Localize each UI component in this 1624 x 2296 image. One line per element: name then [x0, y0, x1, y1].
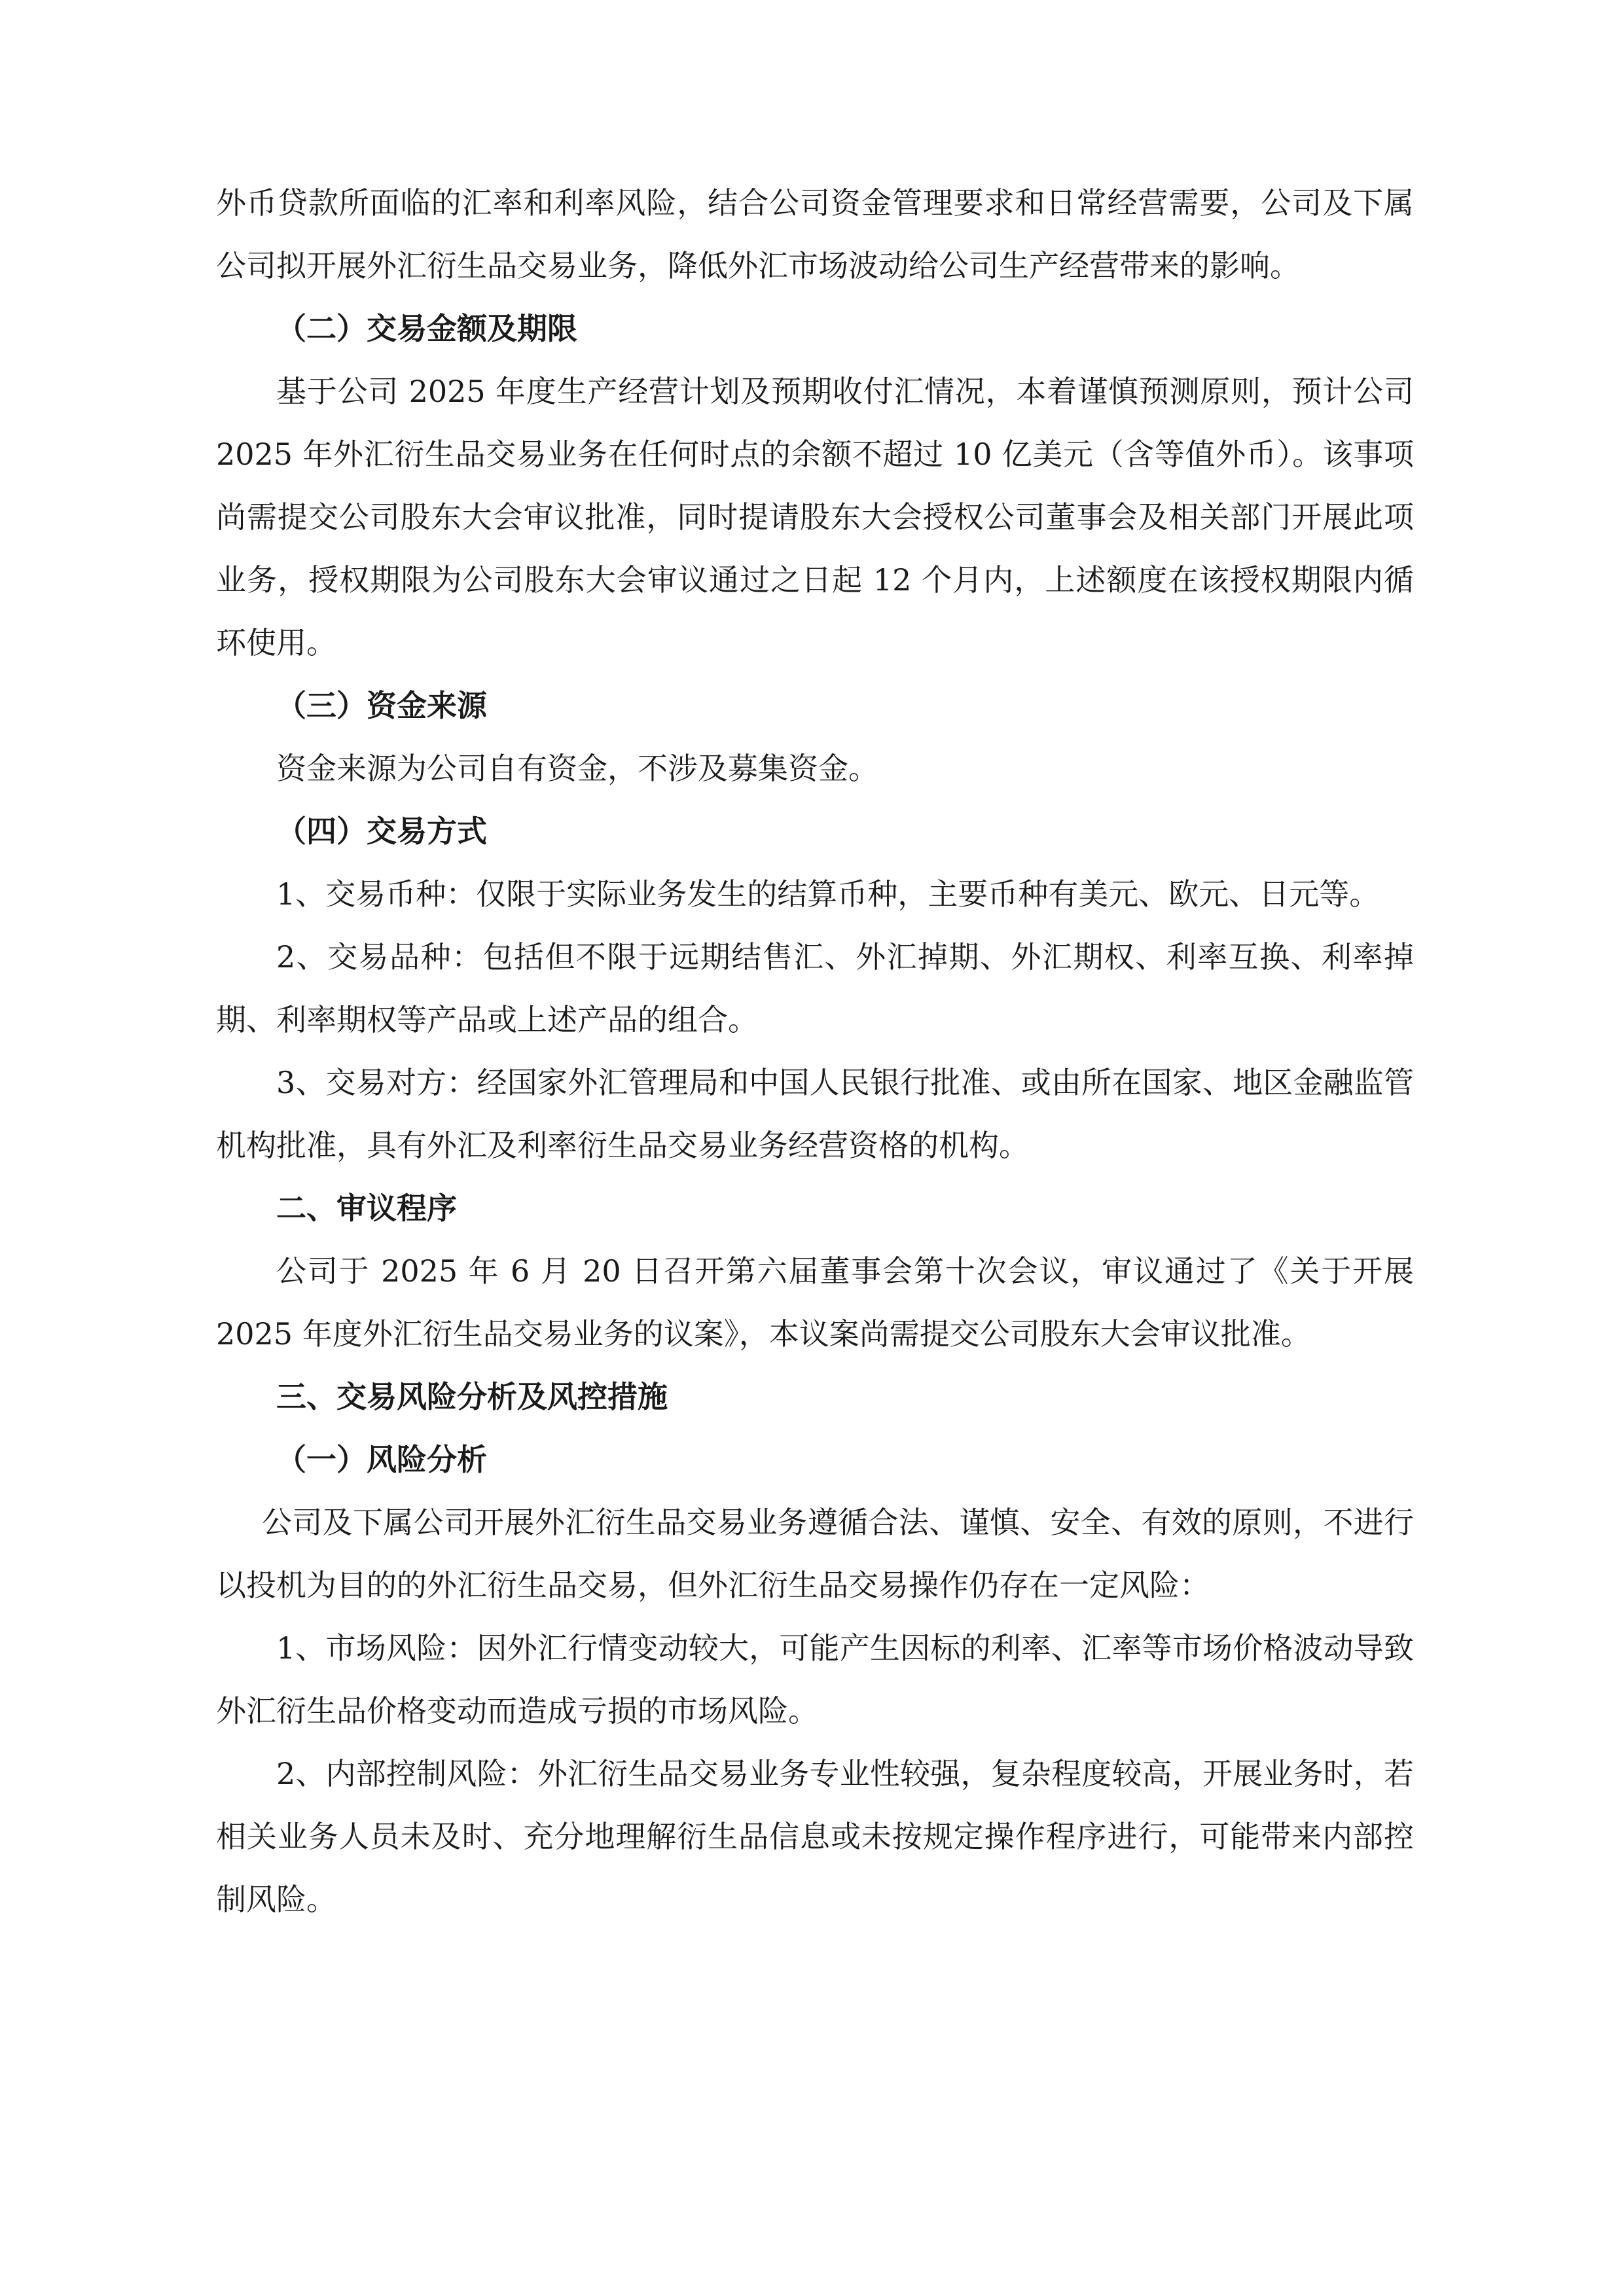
paragraph: 基于公司 2025 年度生产经营计划及预期收付汇情况，本着谨慎预测原则，预计公司 2025 年外汇衍生品交易业务在任何时点的余额不超过 10 亿美元（含等值外币）。该事项尚需提交公司股东大会审议批准，同时提请股东大会授权公司董事会及相关部门开展此项业务，授权期限为公司股东大会审议通过之日起 12 个月内，上述额度在该授权期限内循环使用。: [216, 374, 1414, 660]
subheading-transaction-method: （四）交易方式: [276, 814, 487, 849]
paragraph: 公司于 2025 年 6 月 20 日召开第六届董事会第十次会议，审议通过了《关于开展 2025 年度外汇衍生品交易业务的议案》，本议案尚需提交公司股东大会审议批准。: [216, 1253, 1414, 1352]
subheading-risk-analysis: （一）风险分析: [276, 1442, 487, 1477]
list-item: 1、市场风险：因外汇行情变动较大，可能产生因标的利率、汇率等市场价格波动导致外汇衍生品价格变动而造成亏损的市场风险。: [216, 1630, 1414, 1729]
list-item: 1、交易币种：仅限于实际业务发生的结算币种，主要币种有美元、欧元、日元等。: [276, 876, 1380, 912]
list-item: 2、交易品种：包括但不限于远期结售汇、外汇掉期、外汇期权、利率互换、利率掉期、利率期权等产品或上述产品的组合。: [216, 939, 1414, 1037]
paragraph: 资金来源为公司自有资金，不涉及募集资金。: [276, 751, 878, 786]
subheading-funding-source: （三）资金来源: [276, 688, 487, 723]
subheading-transaction-amount: （二）交易金额及期限: [276, 311, 577, 346]
heading-risk-analysis-and-controls: 三、交易风险分析及风控措施: [276, 1379, 668, 1414]
paragraph: 公司及下属公司开展外汇衍生品交易业务遵循合法、谨慎、安全、有效的原则，不进行以投机为目的的外汇衍生品交易，但外汇衍生品交易操作仍存在一定风险：: [216, 1505, 1414, 1603]
paragraph-continued: 外币贷款所面临的汇率和利率风险，结合公司资金管理要求和日常经营需要，公司及下属公司拟开展外汇衍生品交易业务，降低外汇市场波动给公司生产经营带来的影响。: [216, 185, 1414, 283]
list-item: 3、交易对方：经国家外汇管理局和中国人民银行批准、或由所在国家、地区金融监管机构批准，具有外汇及利率衍生品交易业务经营资格的机构。: [216, 1065, 1414, 1163]
heading-review-procedure: 二、审议程序: [276, 1191, 457, 1226]
document-body: [216, 171, 1414, 1931]
list-item: 2、内部控制风险：外汇衍生品交易业务专业性较强，复杂程度较高，开展业务时，若相关业务人员未及时、充分地理解衍生品信息或未按规定操作程序进行，可能带来内部控制风险。: [216, 1756, 1414, 1917]
